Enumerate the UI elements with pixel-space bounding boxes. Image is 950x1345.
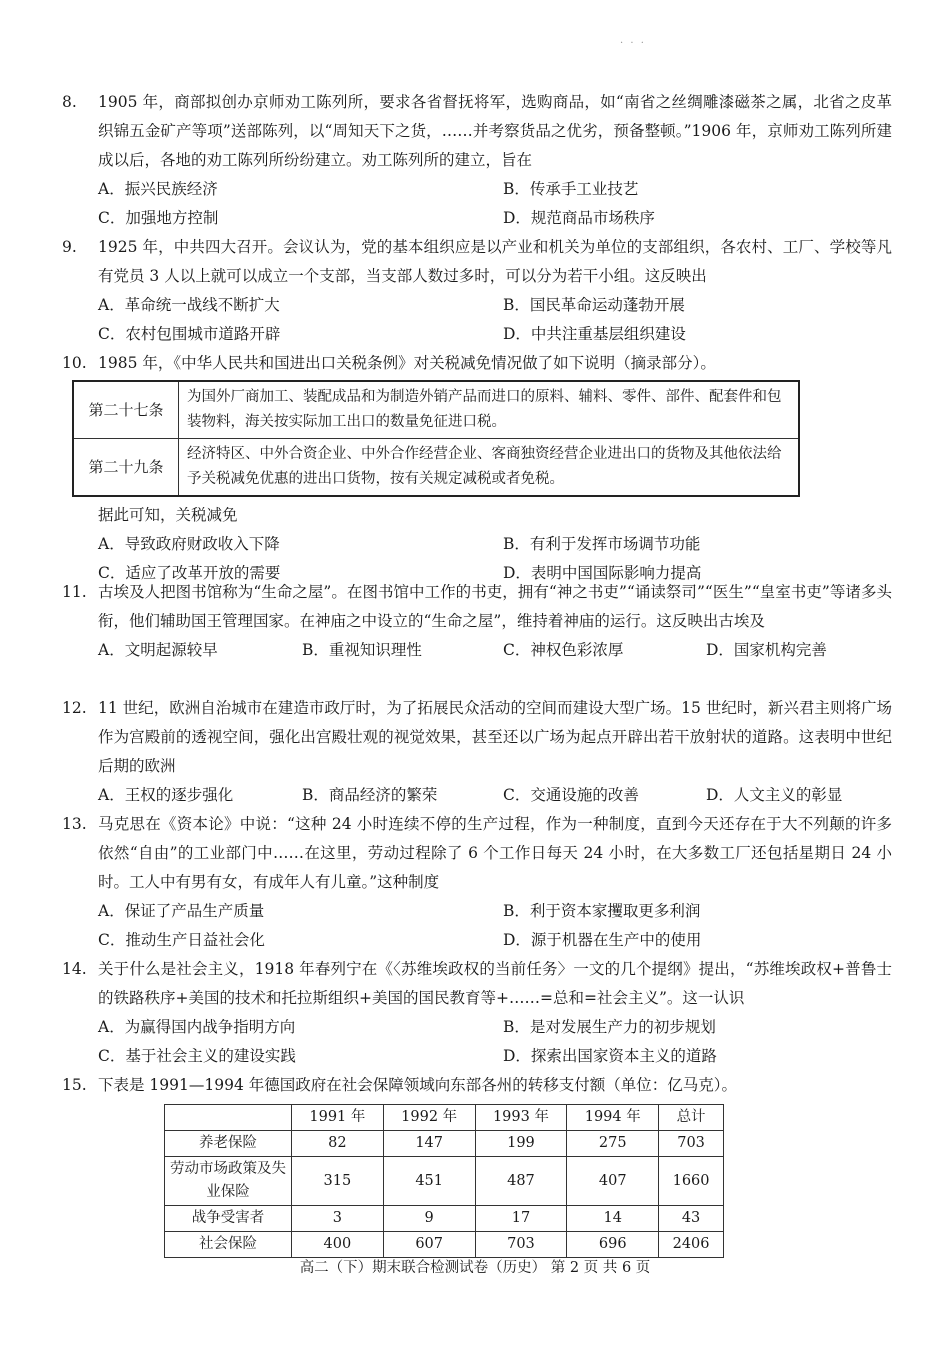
row-label: 养老保险	[165, 1131, 292, 1157]
question-number: 9.	[62, 238, 77, 256]
option-b[interactable]: B．利于资本家攫取更多利润	[503, 902, 701, 920]
question-10	[62, 349, 892, 588]
option-b[interactable]: B．重视知识理性	[302, 641, 422, 659]
option-a[interactable]: A．导致政府财政收入下降	[98, 535, 280, 553]
options-row	[98, 175, 892, 204]
question-number: 13.	[62, 815, 87, 833]
page-footer: 高二（下）期末联合检测试卷（历史） 第 2 页 共 6 页	[299, 1260, 651, 1276]
options-row	[98, 926, 892, 955]
scan-artifact: · · ·	[620, 38, 646, 49]
options-row	[98, 1042, 892, 1071]
option-a[interactable]: A．革命统一战线不断扩大	[98, 296, 280, 314]
option-d[interactable]: D．探索出国家资本主义的道路	[503, 1047, 717, 1065]
table-cell: 400	[292, 1232, 384, 1258]
header-cell	[165, 1105, 292, 1131]
table-cell: 703	[475, 1232, 567, 1258]
table-cell: 82	[292, 1131, 384, 1157]
question-14	[62, 955, 892, 1071]
options-row	[98, 204, 892, 233]
table-cell: 275	[567, 1131, 659, 1157]
article-label: 第二十九条	[73, 439, 179, 497]
option-d[interactable]: D．人文主义的彰显	[706, 786, 843, 804]
option-b[interactable]: B．有利于发挥市场调节功能	[503, 535, 701, 553]
table-row	[73, 381, 799, 439]
option-a[interactable]: A．振兴民族经济	[98, 180, 218, 198]
option-d[interactable]: D．规范商品市场秩序	[503, 209, 655, 227]
header-cell: 总计	[659, 1105, 724, 1131]
row-label: 劳动市场政策及失业保险	[165, 1157, 292, 1206]
table-row	[165, 1131, 724, 1157]
question-prompt: 据此可知，关税减免	[98, 506, 238, 524]
option-d[interactable]: D．源于机器在生产中的使用	[503, 931, 702, 949]
header-cell: 1994 年	[567, 1105, 659, 1131]
options-row	[98, 1013, 892, 1042]
table-cell: 407	[567, 1157, 659, 1206]
question-8	[62, 88, 892, 233]
question-number: 15.	[62, 1076, 87, 1094]
table-cell: 487	[475, 1157, 567, 1206]
option-c[interactable]: C．加强地方控制	[98, 209, 219, 227]
option-d[interactable]: D．表明中国国际影响力提高	[503, 564, 702, 582]
table-cell: 17	[475, 1206, 567, 1232]
table-row	[165, 1206, 724, 1232]
question-stem: 11 世纪，欧洲自治城市在建造市政厅时，为了拓展民众活动的空间而建设大型广场。15 世纪时，新兴君主则将广场作为宫殿前的透视空间，强化出宫殿壮观的视觉效果，甚至还以广场为起点开辟出若干放射状的道路。这表明中世纪后期的欧洲	[98, 699, 892, 775]
table-cell: 9	[383, 1206, 475, 1232]
table-header-row	[165, 1105, 724, 1131]
options-row	[98, 897, 892, 926]
option-b[interactable]: B．传承手工业技艺	[503, 180, 639, 198]
row-label: 社会保险	[165, 1232, 292, 1258]
table-cell: 315	[292, 1157, 384, 1206]
article-text: 经济特区、中外合资企业、中外合作经营企业、客商独资经营企业进出口的货物及其他依法给予关税减免优惠的进出口货物，按有关规定减税或者免税。	[179, 439, 800, 497]
option-b[interactable]: B．商品经济的繁荣	[302, 786, 438, 804]
table-cell: 607	[383, 1232, 475, 1258]
question-15	[62, 1071, 892, 1258]
options-row	[98, 291, 892, 320]
table-cell: 2406	[659, 1232, 724, 1258]
tariff-article-table	[72, 380, 800, 497]
question-number: 8.	[62, 93, 77, 111]
question-stem: 下表是 1991—1994 年德国政府在社会保障领域向东部各州的转移支付额（单位：亿马克）。	[98, 1076, 737, 1094]
question-9	[62, 233, 892, 349]
row-label: 战争受害者	[165, 1206, 292, 1232]
option-b[interactable]: B．国民革命运动蓬勃开展	[503, 296, 685, 314]
table-cell: 147	[383, 1131, 475, 1157]
question-number: 14.	[62, 960, 87, 978]
option-c[interactable]: C．神权色彩浓厚	[503, 641, 624, 659]
table-row	[73, 439, 799, 497]
question-number: 12.	[62, 699, 87, 717]
question-stem: 关于什么是社会主义，1918 年春列宁在《〈苏维埃政权的当前任务〉一文的几个提纲》提出，“苏维埃政权+普鲁士的铁路秩序+美国的技术和托拉斯组织+美国的国民教育等+……=总和=社会主义”。这一认识	[98, 960, 892, 1007]
options-row	[98, 636, 892, 665]
table-cell: 1660	[659, 1157, 724, 1206]
header-cell: 1993 年	[475, 1105, 567, 1131]
question-stem: 1905 年，商部拟创办京师劝工陈列所，要求各省督抚将军，选购商品，如“南省之丝绸雕漆磁茶之属，北省之皮革织锦五金矿产等项”送部陈列，以“周知天下之货，……并考察货品之优劣，预备整顿。”1906 年，京师劝工陈列所建成以后，各地的劝工陈列所纷纷建立。劝工陈列所的建立，旨在	[98, 93, 892, 169]
article-text: 为国外厂商加工、装配成品和为制造外销产品而进口的原料、辅料、零件、部件、配套件和包装物料，海关按实际加工出口的数量免征进口税。	[179, 381, 800, 439]
options-row	[98, 320, 892, 349]
table-cell: 14	[567, 1206, 659, 1232]
table-cell: 696	[567, 1232, 659, 1258]
question-11	[62, 578, 892, 665]
question-stem: 马克思在《资本论》中说：“这种 24 小时连续不停的生产过程，作为一种制度，直到今天还存在于大不列颠的许多依然“自由”的工业部门中……在这里，劳动过程除了 6 个工作日每天 24 小时，在大多数工厂还包括星期日 24 小时。工人中有男有女，有成年人有儿童。”这种制度	[98, 815, 892, 891]
option-c[interactable]: C．交通设施的改善	[503, 786, 639, 804]
options-row	[98, 530, 892, 559]
option-c[interactable]: C．农村包围城市道路开辟	[98, 325, 281, 343]
table-cell: 451	[383, 1157, 475, 1206]
table-cell: 43	[659, 1206, 724, 1232]
table-row	[165, 1157, 724, 1206]
option-a[interactable]: A．为赢得国内战争指明方向	[98, 1018, 296, 1036]
option-c[interactable]: C．适应了改革开放的需要	[98, 564, 281, 582]
options-row	[98, 781, 892, 810]
question-stem: 古埃及人把图书馆称为“生命之屋”。在图书馆中工作的书吏，拥有“神之书吏”“诵读祭司”“医生”“皇室书吏”等诸多头衔，他们辅助国王管理国家。在神庙之中设立的“生命之屋”，维持着神庙的运行。这反映出古埃及	[98, 583, 892, 630]
transfer-payment-table	[164, 1104, 724, 1258]
question-12	[62, 694, 892, 810]
option-d[interactable]: D．国家机构完善	[706, 641, 827, 659]
question-number: 10.	[62, 354, 87, 372]
option-a[interactable]: A．王权的逐步强化	[98, 786, 234, 804]
option-c[interactable]: C．基于社会主义的建设实践	[98, 1047, 296, 1065]
article-label: 第二十七条	[73, 381, 179, 439]
option-a[interactable]: A．文明起源较早	[98, 641, 218, 659]
option-b[interactable]: B．是对发展生产力的初步规划	[503, 1018, 716, 1036]
option-d[interactable]: D．中共注重基层组织建设	[503, 325, 686, 343]
table-cell: 199	[475, 1131, 567, 1157]
table-cell: 3	[292, 1206, 384, 1232]
question-number: 11.	[62, 583, 87, 601]
table-cell: 703	[659, 1131, 724, 1157]
option-a[interactable]: A．保证了产品生产质量	[98, 902, 265, 920]
question-stem: 1985 年，《中华人民共和国进出口关税条例》对关税减免情况做了如下说明（摘录部分）。	[98, 354, 716, 372]
option-c[interactable]: C．推动生产日益社会化	[98, 931, 265, 949]
header-cell: 1992 年	[383, 1105, 475, 1131]
header-cell: 1991 年	[292, 1105, 384, 1131]
question-stem: 1925 年，中共四大召开。会议认为，党的基本组织应是以产业和机关为单位的支部组织，各农村、工厂、学校等凡有党员 3 人以上就可以成立一个支部，当支部人数过多时，可以分为若干小组。这反映出	[98, 238, 892, 285]
question-13	[62, 810, 892, 955]
table-row	[165, 1232, 724, 1258]
